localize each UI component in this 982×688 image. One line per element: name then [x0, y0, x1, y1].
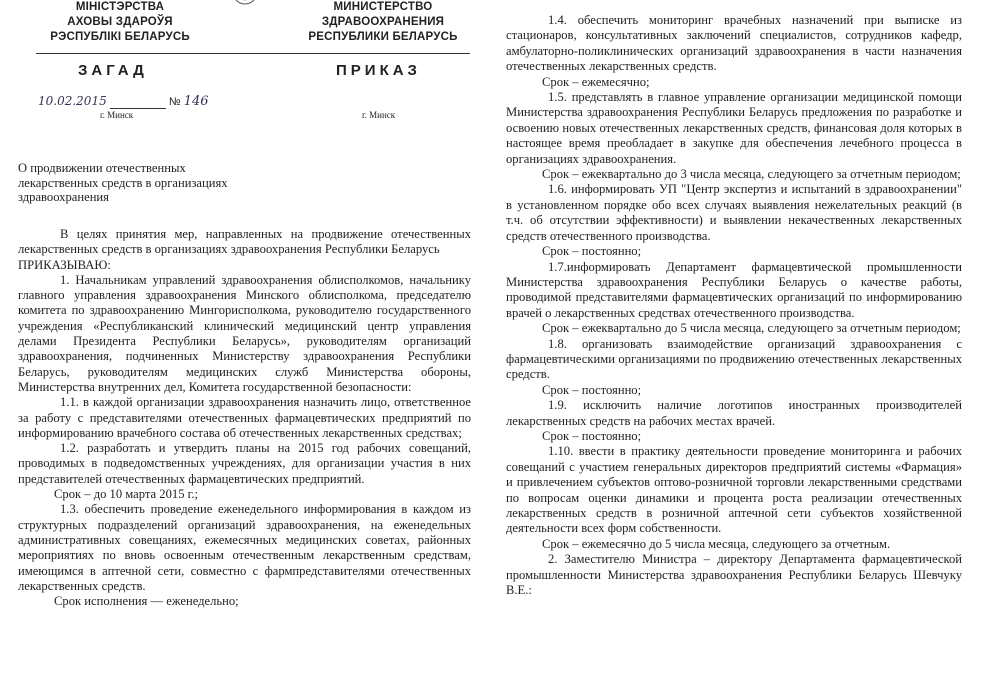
- org-line: ЗДРАВООХРАНЕНИЯ: [321, 16, 445, 28]
- paragraph: Срок – постоянно;: [542, 244, 642, 259]
- right-column: [506, 0, 976, 688]
- subject-line: здравоохранения: [18, 190, 109, 204]
- header-divider: [36, 53, 470, 54]
- paragraph: 1.6. информировать УП "Центр экспертиз и испытаний в здравоохранении" в установленном порядке обо всех случаях выявления нежелательных реакций (в т.ч. об отсутствии эффективности) и выявлении некачественных лекарственных средств отечественного производства.: [506, 182, 962, 243]
- paragraph: 1. Начальникам управлений здравоохранения облисполкомов, начальнику главного управления здравоохранения Минского облисполкома, председателю комитета по здравоохранению Мингорисполкома, руководителю государственного учреждения «Республиканский клинический медицинский центр управления делами Президента Республики Беларусь», руководителям организаций здравоохранения, подчиненных Министерству здравоохранения Республики Беларусь, руководителям медицинских служб Министерства обороны, Министерства внутренних дел, Комитета государственной безопасности:: [18, 272, 471, 394]
- city-right: г. Минск: [362, 110, 396, 120]
- paragraph: Срок – ежемесячно;: [542, 74, 650, 89]
- paragraph: 1.7.информировать Департамент фармацевтической промышленности Министерства здравоохранения Республики Беларусь о качестве работы, проводимой представителями фармацевтических организаций по информированию врачей о лекарственных средствах отечественного производства.: [506, 259, 962, 320]
- subject-line: лекарственных средств в организациях: [18, 175, 228, 190]
- left-body-text: [18, 227, 471, 609]
- paragraph: 2. Заместителю Министра – директору Департамента фармацевтической промышленности Министерства здравоохранения Республики Беларусь Шевчуку В.Е.:: [506, 552, 962, 598]
- org-line: МІНІСТЭРСТВА: [75, 1, 165, 13]
- paragraph: В целях принятия мер, направленных на продвижение отечественных лекарственных средств в организациях здравоохранения Республики Беларусь: [18, 227, 471, 257]
- org-name-belarusian: [40, 0, 200, 45]
- org-line: АХОВЫ ЗДАРОЎЯ: [67, 16, 173, 28]
- paragraph: 1.4. обеспечить мониторинг врачебных назначений при выписке из стационаров, консультативных заключений специалистов, сотрудников кафедр, амбулаторно-поликлинических организаций здравоохранения в части назначения отечественных лекарственных средств.: [506, 13, 962, 74]
- paragraph: Срок исполнения — еженедельно;: [54, 594, 239, 609]
- doc-type-belarusian: ЗАГАД: [78, 62, 148, 79]
- paragraph: Срок – ежеквартально до 5 числа месяца, следующего за отчетным периодом;: [542, 321, 961, 336]
- paragraph: ПРИКАЗЫВАЮ:: [18, 257, 111, 272]
- paragraph: 1.1. в каждой организации здравоохранения назначить лицо, ответственное за работу с представителями отечественных фармацевтических предприятий по информированию врачебного состава об отечественных лекарственных средствах;: [18, 395, 471, 440]
- paragraph: Срок – ежеквартально до 3 числа месяца, следующего за отчетным периодом;: [542, 167, 961, 182]
- state-emblem-icon: [229, 0, 261, 8]
- paragraph: 1.3. обеспечить проведение еженедельного информирования в каждом из структурных подразделений организаций здравоохранения, на еженедельных административных совещаниях, ежемесячных медицинских советах, районных мероприятиях по вновь освоенным отечественным лекарственным средствам, имеющимся в аптечной сети, совместно с фармпредставителями отечественных лекарственных средств.: [18, 502, 471, 593]
- org-line: РЕСПУБЛИКИ БЕЛАРУСЬ: [308, 31, 458, 43]
- left-column: [0, 0, 486, 688]
- date-underline: [110, 107, 166, 109]
- city-left: г. Минск: [100, 110, 134, 120]
- date-number-line: [38, 94, 209, 109]
- org-line: РЭСПУБЛІКІ БЕЛАРУСЬ: [50, 31, 190, 43]
- right-body-text: [506, 13, 962, 598]
- paragraph: 1.2. разработать и утвердить планы на 2015 год рабочих совещаний, проводимых в подведомственных учреждениях, для организации участия в них представителей отечественных фармацевтических предприятий.: [18, 441, 471, 486]
- order-date: 10.02.2015: [38, 94, 107, 108]
- order-subject: [18, 161, 256, 205]
- paragraph: 1.9. исключить наличие логотипов иностранных производителей лекарственных средств на рабочих местах врачей.: [506, 398, 962, 428]
- paragraph: Срок – постоянно;: [542, 382, 642, 397]
- order-number: 146: [183, 94, 209, 109]
- paragraph: 1.8. организовать взаимодействие организаций здравоохранения с фармацевтическими организациями по продвижению отечественных лекарственных средств.: [506, 336, 962, 382]
- org-line: МИНИСТЕРСТВО: [333, 1, 433, 13]
- paragraph: 1.10. ввести в практику деятельности проведение мониторинга и рабочих совещаний с участием генеральных директоров предприятий системы «Фармация» и привлечением субъектов оптово-розничной торговли лекарственными средствами по вопросам оценки динамики и процента роста реализации отечественных лекарственных средств в розничной аптечной сети субъектов хозяйственной деятельности всех форм собственности.: [506, 444, 962, 536]
- paragraph: Срок – постоянно;: [542, 428, 642, 443]
- doc-type-russian: ПРИКАЗ: [336, 62, 421, 79]
- number-label: №: [168, 96, 181, 108]
- paragraph: Срок – до 10 марта 2015 г.;: [54, 487, 199, 502]
- subject-line: О продвижении отечественных: [18, 161, 186, 175]
- paragraph: Срок – ежемесячно до 5 числа месяца, следующего за отчетным.: [542, 536, 891, 551]
- org-name-russian: [298, 0, 468, 45]
- paragraph: 1.5. представлять в главное управление организации медицинской помощи Министерства здравоохранения Республики Беларусь предложения по разработке и освоению новых отечественных лекарственных средств, финансовая доля которых в настоящее время преобладает в закупке для обеспечения лечебного процесса в организациях здравоохранения.: [506, 90, 962, 166]
